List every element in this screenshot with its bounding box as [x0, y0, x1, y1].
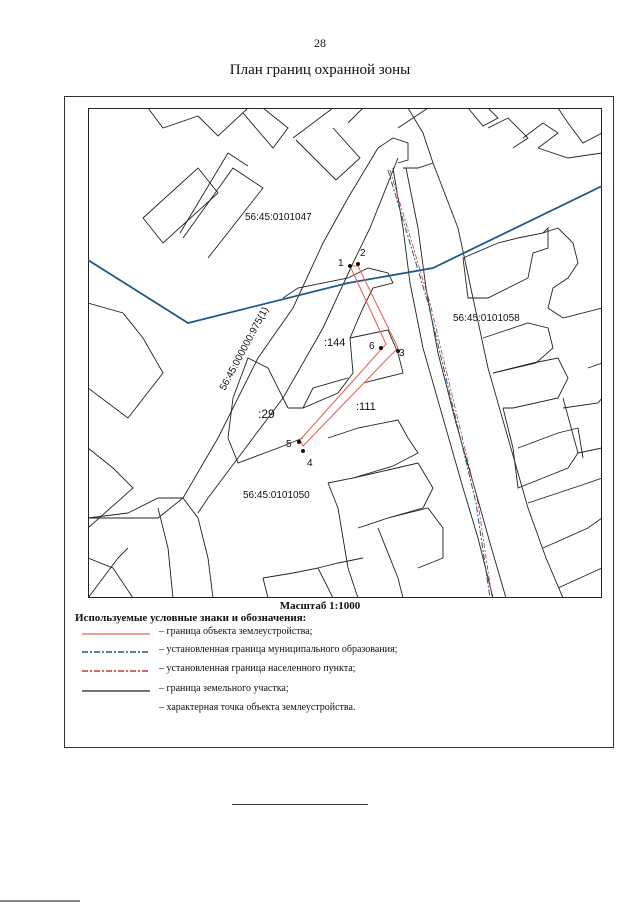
legend-text: – граница объекта землеустройства;	[159, 626, 313, 637]
legend-heading: Используемые условные знаки и обозначения:	[75, 612, 307, 624]
scan-edge-mark	[0, 900, 80, 902]
quarter-label-0101050: 56:45:0101050	[243, 490, 310, 501]
road-parcel-label: 56:45:000000:975(1)	[217, 305, 272, 393]
page-number: 28	[314, 36, 326, 50]
legend-text: – установленная граница населенного пункта;	[159, 663, 356, 674]
legend-text: – характерная точка объекта землеустройства.	[159, 702, 356, 713]
legend-item-object-boundary	[82, 626, 602, 640]
point-label-6: 6	[369, 341, 375, 352]
point-label-5: 5	[286, 439, 292, 450]
legend-item-settlement-boundary	[82, 663, 602, 677]
legend-text: – установленная граница муниципального образования;	[159, 644, 398, 655]
legend-item-parcel-boundary	[82, 683, 602, 697]
map-canvas	[88, 108, 602, 598]
point-label-2: 2	[360, 248, 366, 259]
parcel-boundary-line-icon	[82, 683, 152, 697]
object-boundary-line-icon	[82, 626, 152, 640]
point-1	[348, 264, 352, 268]
legend-item-characteristic-point	[82, 702, 602, 716]
map-scale: Масштаб 1:1000	[279, 600, 361, 612]
settlement-boundary-line-icon	[82, 663, 152, 677]
map-border	[89, 109, 602, 598]
page-title: План границ охранной зоны	[229, 62, 411, 78]
point-5	[297, 440, 301, 444]
municipal-boundary-line-icon	[82, 644, 152, 658]
point-label-4: 4	[307, 458, 313, 469]
point-4	[301, 449, 305, 453]
point-label-1: 1	[338, 258, 344, 269]
parcel-label-144: :144	[324, 337, 346, 349]
point-2	[356, 262, 360, 266]
parcel-label-111: :111	[356, 401, 376, 413]
signature-line	[232, 804, 368, 805]
legend-item-municipal-boundary	[82, 644, 602, 658]
cadastral-map	[88, 108, 602, 598]
point-label-3: 3	[399, 348, 405, 359]
quarter-label-0101047: 56:45:0101047	[245, 212, 312, 223]
parcel-label-29: :29	[258, 407, 275, 421]
legend-text: – граница земельного участка;	[159, 683, 289, 694]
quarter-label-0101058: 56:45:0101058	[453, 313, 520, 324]
characteristic-point-icon	[82, 702, 152, 716]
point-6	[379, 346, 383, 350]
